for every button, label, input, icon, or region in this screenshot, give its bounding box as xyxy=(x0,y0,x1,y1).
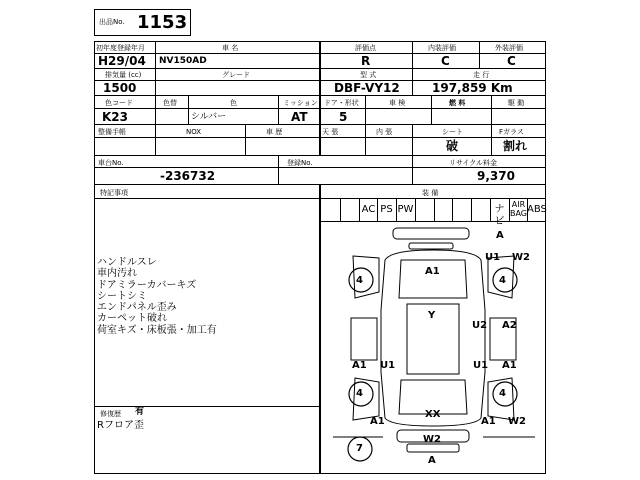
score-value: R xyxy=(361,54,371,68)
damage-mark: 7 xyxy=(356,443,363,454)
manual-label: 整備手帳 xyxy=(98,128,126,136)
damage-mark: A1 xyxy=(352,360,367,371)
model-value: NV150AD xyxy=(159,56,207,66)
notes-title: 特記事項 xyxy=(100,189,128,197)
color-label: 色 xyxy=(230,99,237,107)
note-line: ハンドルスレ xyxy=(97,257,157,268)
chassis-label: 車台No. xyxy=(98,159,124,167)
type-value: DBF-VY12 xyxy=(334,81,400,95)
recycle-label: リサイクル料金 xyxy=(449,159,498,167)
damage-mark: A1 xyxy=(481,416,496,427)
cc-value: 1500 xyxy=(103,81,137,95)
model-label: 車 名 xyxy=(222,44,239,52)
mission-value: AT xyxy=(291,110,308,124)
mileage-label: 走 行 xyxy=(473,71,490,79)
year-value: H29/04 xyxy=(98,54,146,68)
damage-mark: A1 xyxy=(502,360,517,371)
type-label: 型 式 xyxy=(360,71,377,79)
repair-value: 有 xyxy=(135,407,145,417)
mission-label: ミッション xyxy=(283,99,318,107)
damage-mark: Y xyxy=(428,310,436,321)
damage-mark: 4 xyxy=(499,275,506,286)
color-value: シルバー xyxy=(191,112,227,122)
note-line: シートシミ xyxy=(97,290,147,302)
fuel-label: 燃 料 xyxy=(449,99,466,107)
history-label: 車 歴 xyxy=(266,128,283,136)
doors-value: 5 xyxy=(339,110,348,124)
equipment-cell: AIR BAG xyxy=(509,200,528,218)
nox-label: NOX xyxy=(186,128,202,136)
exterior-eval-value: C xyxy=(507,54,516,68)
damage-mark: 4 xyxy=(356,388,363,399)
chassis-value: -236732 xyxy=(160,169,216,183)
damage-mark: A xyxy=(428,455,436,466)
interior-trim-label: 内 張 xyxy=(376,128,393,136)
damage-mark: U1 xyxy=(485,252,501,263)
damage-mark: U1 xyxy=(473,360,489,371)
lot-label: 出品No. xyxy=(99,18,125,26)
lot-number: 1153 xyxy=(137,12,188,33)
note-line: 車内汚れ xyxy=(97,268,137,280)
damage-mark: XX xyxy=(425,409,441,420)
interior-eval-value: C xyxy=(441,54,450,68)
equipment-title: 装 備 xyxy=(422,189,439,197)
tint-label: 色替 xyxy=(163,99,177,107)
notes-list xyxy=(97,257,217,336)
doors-label: ドア・形状 xyxy=(324,99,359,107)
damage-mark: W2 xyxy=(508,416,526,427)
score-label: 評価点 xyxy=(355,44,376,52)
damage-mark: W2 xyxy=(423,434,441,445)
year-label: 初年度登録年月 xyxy=(96,44,145,52)
repair-label: 修復歴 xyxy=(100,410,121,418)
damage-mark: U2 xyxy=(472,320,488,331)
equipment-cell: ABS xyxy=(527,204,547,215)
color-code-value: K23 xyxy=(102,110,128,124)
reg-label: 登録No. xyxy=(287,159,313,167)
equipment-cell: ナビ xyxy=(494,204,505,227)
repair-text: Rフロア歪 xyxy=(97,420,144,431)
color-code-label: 色コード xyxy=(105,99,133,107)
mileage-value: 197,859 Km xyxy=(432,81,513,95)
equipment-cell: PS xyxy=(380,204,393,215)
equipment-cell: AC xyxy=(361,204,376,215)
damage-mark: A2 xyxy=(502,320,517,331)
lot-box xyxy=(94,9,191,36)
damage-mark: U1 xyxy=(380,360,396,371)
drive-label: 駆 動 xyxy=(508,99,525,107)
damage-mark: A xyxy=(496,230,504,241)
damage-mark: A1 xyxy=(370,416,385,427)
damage-mark: 4 xyxy=(499,388,506,399)
glass-label: Fガラス xyxy=(499,128,524,136)
glass-value: 割れ xyxy=(503,139,528,153)
damage-mark: 4 xyxy=(356,275,363,286)
note-line: ドアミラーカバーキズ xyxy=(97,279,197,291)
equipment-cell: PW xyxy=(397,204,414,215)
seat-value: 破 xyxy=(446,139,459,153)
cc-label: 排気量 (cc) xyxy=(105,71,142,79)
exterior-eval-label: 外装評価 xyxy=(495,44,523,52)
ac-label: 天 張 xyxy=(322,128,339,136)
damage-mark: A1 xyxy=(425,266,440,277)
vehicle-label: 車 検 xyxy=(389,99,406,107)
note-line: 荷室キズ・床板張・加工有 xyxy=(97,324,217,336)
seat-label: シート xyxy=(442,128,463,136)
interior-eval-label: 内装評価 xyxy=(428,44,456,52)
note-line: エンドパネル歪み xyxy=(97,302,177,314)
grade-label: グレード xyxy=(222,71,250,79)
damage-mark: W2 xyxy=(512,252,530,263)
recycle-value: 9,370 xyxy=(477,169,515,183)
note-line: カーペット破れ xyxy=(97,313,167,325)
front-bumper-shape xyxy=(393,228,469,239)
